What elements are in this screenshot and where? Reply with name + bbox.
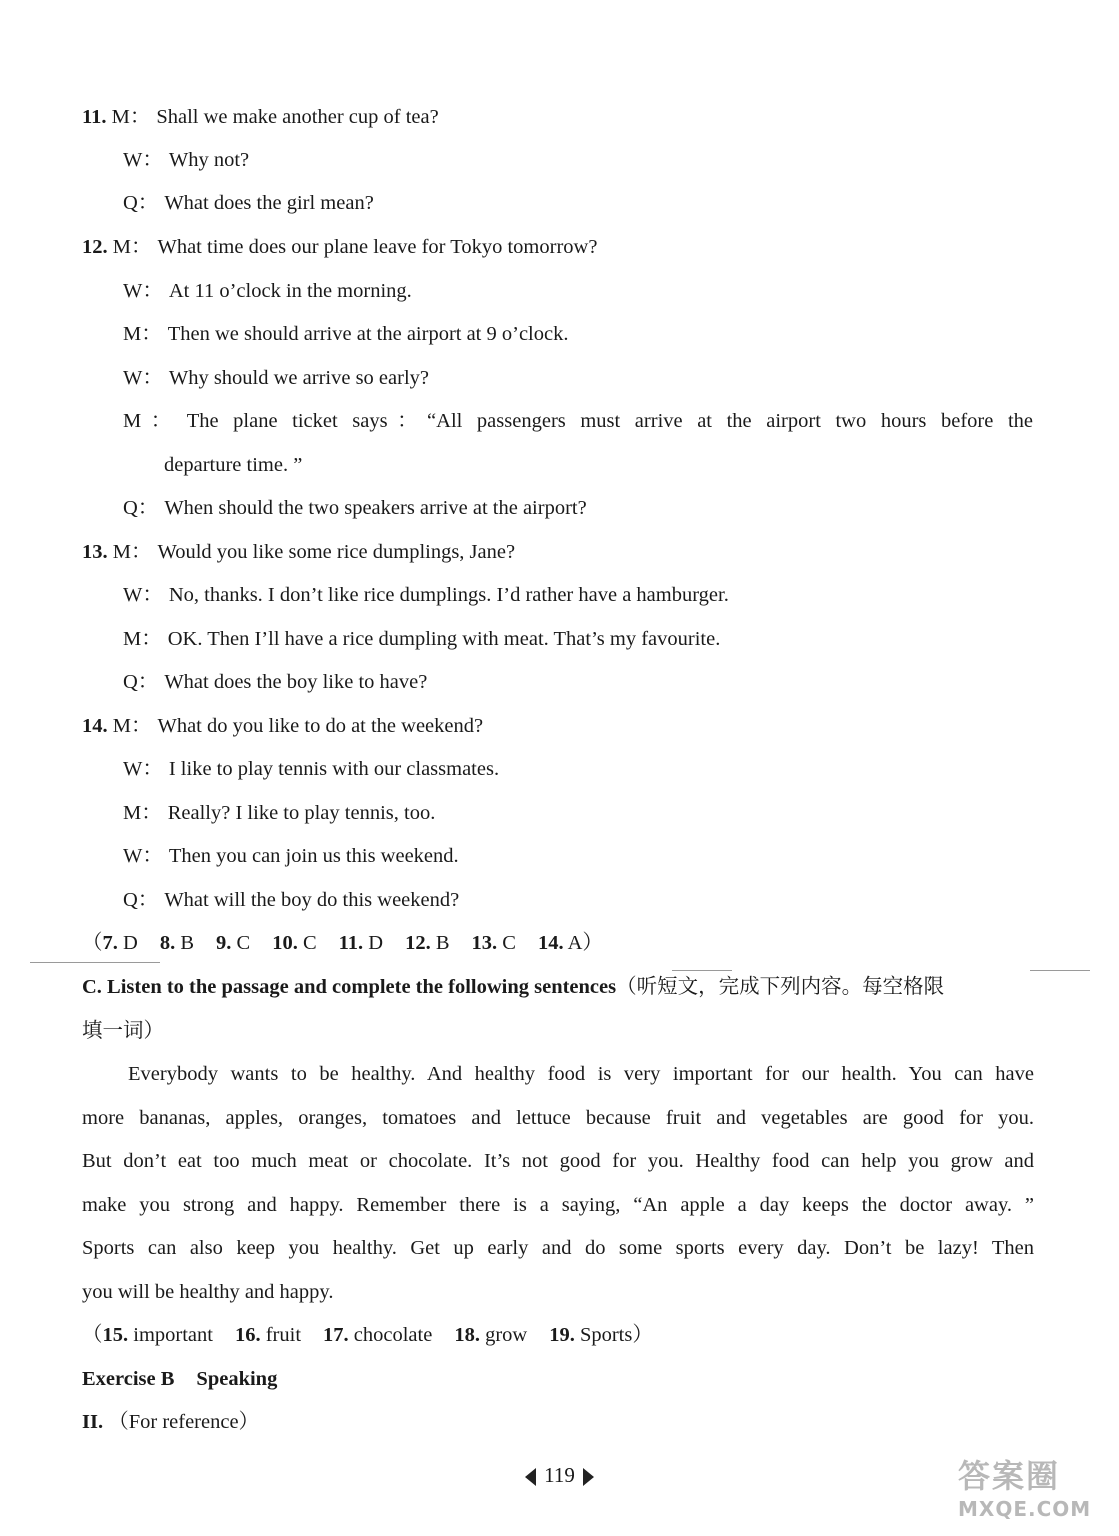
speaker-label: W： (123, 149, 163, 171)
answer-number: 12. (405, 932, 431, 954)
dialogue-text: I like to play tennis with our classmates. (168, 758, 500, 780)
answer-value: fruit (265, 1324, 302, 1346)
answer-value: important (133, 1324, 213, 1346)
dialogue-text: Then we should arrive at the airport at 9 o’clock. (167, 323, 569, 345)
dialogue-14-line-3 (123, 800, 435, 826)
dialogue-12-line-3 (123, 321, 568, 347)
dialogue-text: At 11 o’clock in the morning. (168, 280, 412, 302)
part-number: II. (82, 1411, 104, 1433)
passage-text: more bananas, apples, oranges, tomatoes and lettuce because fruit and vegetables are good for you. (82, 1107, 1034, 1129)
dialogue-14-line-5 (123, 887, 459, 913)
watermark-logo (958, 1456, 1108, 1532)
answer-number: 13. (471, 932, 498, 954)
answer-number: 14. (537, 932, 564, 954)
dialogue-text: What does the girl mean? (164, 192, 374, 214)
answer-value: B (435, 932, 450, 954)
question-number: 14. (82, 715, 108, 737)
dialogue-13-line-3 (123, 626, 720, 652)
answer-value: D (368, 932, 384, 954)
answer-value: B (180, 932, 194, 954)
answer-number: 7. (102, 932, 118, 954)
answer-value: C (236, 932, 251, 954)
dialogue-text: departure time. ” (164, 454, 303, 476)
answer-key-7-14 (82, 930, 603, 956)
dialogue-text: Why should we arrive so early? (168, 367, 430, 389)
watermark-text-bottom: MXQE.COM (958, 1497, 1092, 1521)
answer-number: 10. (272, 932, 298, 954)
passage-text: Everybody wants to be healthy. And healthy food is very important for our health. You can have (128, 1063, 1034, 1085)
passage-text: But don’t eat too much meat or chocolate. It’s not good for you. Healthy food can help you grow and (82, 1150, 1034, 1172)
section-c-instruction-text: 填一词） (82, 1020, 164, 1042)
speaker-label: W： (123, 280, 163, 302)
answer-value: chocolate (353, 1324, 433, 1346)
speaker-label: W： (123, 845, 163, 867)
speaker-label: Q： (123, 889, 159, 911)
dialogue-12-line-5 (123, 408, 1033, 434)
answer-number: 8. (159, 932, 176, 954)
speaker-label: M： (123, 410, 181, 432)
dialogue-text: Then you can join us this weekend. (168, 845, 459, 867)
speaker-label: M： (123, 323, 162, 345)
answer-number: 18. (454, 1324, 480, 1346)
speaker-label: M： (123, 628, 162, 650)
answer-number: 11. (338, 932, 364, 954)
answer-value: grow (485, 1324, 528, 1346)
answer-number: 16. (234, 1324, 261, 1346)
dialogue-text: Shall we make another cup of tea? (156, 106, 439, 128)
speaker-label: W： (123, 584, 163, 606)
section-c-instruction-cont (82, 1018, 164, 1044)
passage-line-1 (128, 1061, 1034, 1087)
speaker-label: M： (123, 802, 162, 824)
passage-line-3 (82, 1148, 1034, 1174)
dialogue-text: When should the two speakers arrive at the airport? (164, 497, 587, 519)
dialogue-11-line-3 (123, 190, 374, 216)
answer-open-paren: （ (82, 1324, 103, 1346)
speaker-label: M： (112, 541, 152, 563)
dialogue-13-line-1 (82, 539, 515, 565)
page-number: 119 (544, 1463, 575, 1487)
exercise-b-heading (82, 1366, 277, 1392)
passage-line-4 (82, 1192, 1034, 1218)
dialogue-12-line-7 (123, 495, 587, 521)
scan-artifact (672, 970, 732, 971)
dialogue-text: Really? I like to play tennis, too. (167, 802, 436, 824)
part-ii (82, 1409, 259, 1435)
speaker-label: Q： (123, 497, 159, 519)
scan-artifact (30, 962, 160, 963)
answer-number: 17. (323, 1324, 349, 1346)
dialogue-11-line-1 (82, 104, 439, 130)
dialogue-14-line-1 (82, 713, 483, 739)
answer-value: C (302, 932, 317, 954)
dialogue-text: OK. Then I’ll have a rice dumpling with meat. That’s my favourite. (167, 628, 721, 650)
passage-line-6 (82, 1279, 333, 1305)
answer-value: Sports） (579, 1324, 653, 1346)
dialogue-text: What time does our plane leave for Tokyo tomorrow? (157, 236, 598, 258)
passage-line-5 (82, 1235, 1034, 1261)
triangle-right-icon (583, 1468, 594, 1486)
answer-number: 9. (216, 932, 232, 954)
dialogue-12-line-1 (82, 234, 597, 260)
speaker-label: M： (112, 715, 152, 737)
page-footer (0, 1462, 1119, 1488)
answer-number: 19. (549, 1324, 575, 1346)
dialogue-11-line-2 (123, 147, 249, 173)
answer-value: D (123, 932, 138, 954)
section-c-instruction: （听短文，完成下列内容。每空格限 (616, 976, 945, 998)
speaker-label: W： (123, 758, 163, 780)
part-note: （For reference） (108, 1411, 260, 1433)
exercise-title: Speaking (196, 1368, 278, 1390)
section-c-heading (82, 974, 944, 1000)
dialogue-12-line-4 (123, 365, 429, 391)
answer-key-15-19 (82, 1322, 653, 1348)
speaker-label: M： (112, 236, 152, 258)
speaker-label: Q： (123, 192, 159, 214)
answer-value: C (502, 932, 516, 954)
question-number: 12. (82, 236, 108, 258)
dialogue-text: The plane ticket says：“All passengers must arrive at the airport two hours before the (186, 410, 1033, 432)
passage-text: make you strong and happy. Remember there is a saying, “An apple a day keeps the doctor away. ” (82, 1194, 1034, 1216)
passage-text: Sports can also keep you healthy. Get up early and do some sports every day. Don’t be lazy! Then (82, 1237, 1034, 1259)
dialogue-text: Would you like some rice dumplings, Jane? (157, 541, 516, 563)
speaker-label: M： (111, 106, 151, 128)
watermark-text-top: 答案圈 (958, 1457, 1061, 1495)
answer-open-paren: （ (82, 932, 103, 954)
dialogue-text: What do you like to do at the weekend? (157, 715, 484, 737)
exercise-label: Exercise B (82, 1368, 175, 1390)
section-c-title: C. Listen to the passage and complete the following sentences (82, 976, 617, 998)
triangle-left-icon (525, 1468, 536, 1486)
answer-number: 15. (102, 1324, 129, 1346)
dialogue-12-line-2 (123, 278, 412, 304)
question-number: 11. (82, 106, 107, 128)
dialogue-13-line-4 (123, 669, 427, 695)
passage-text: you will be healthy and happy. (82, 1281, 334, 1303)
passage-line-2 (82, 1105, 1034, 1131)
dialogue-14-line-4 (123, 843, 459, 869)
speaker-label: W： (123, 367, 163, 389)
dialogue-12-line-6 (164, 452, 302, 478)
dialogue-text: No, thanks. I don’t like rice dumplings. I’d rather have a hamburger. (168, 584, 729, 606)
answer-value: A） (567, 932, 603, 954)
question-number: 13. (82, 541, 108, 563)
speaker-label: Q： (123, 671, 159, 693)
dialogue-text: What does the boy like to have? (164, 671, 428, 693)
dialogue-13-line-2 (123, 582, 729, 608)
dialogue-14-line-2 (123, 756, 499, 782)
dialogue-text: What will the boy do this weekend? (164, 889, 460, 911)
dialogue-text: Why not? (168, 149, 250, 171)
scan-artifact (1030, 970, 1090, 971)
